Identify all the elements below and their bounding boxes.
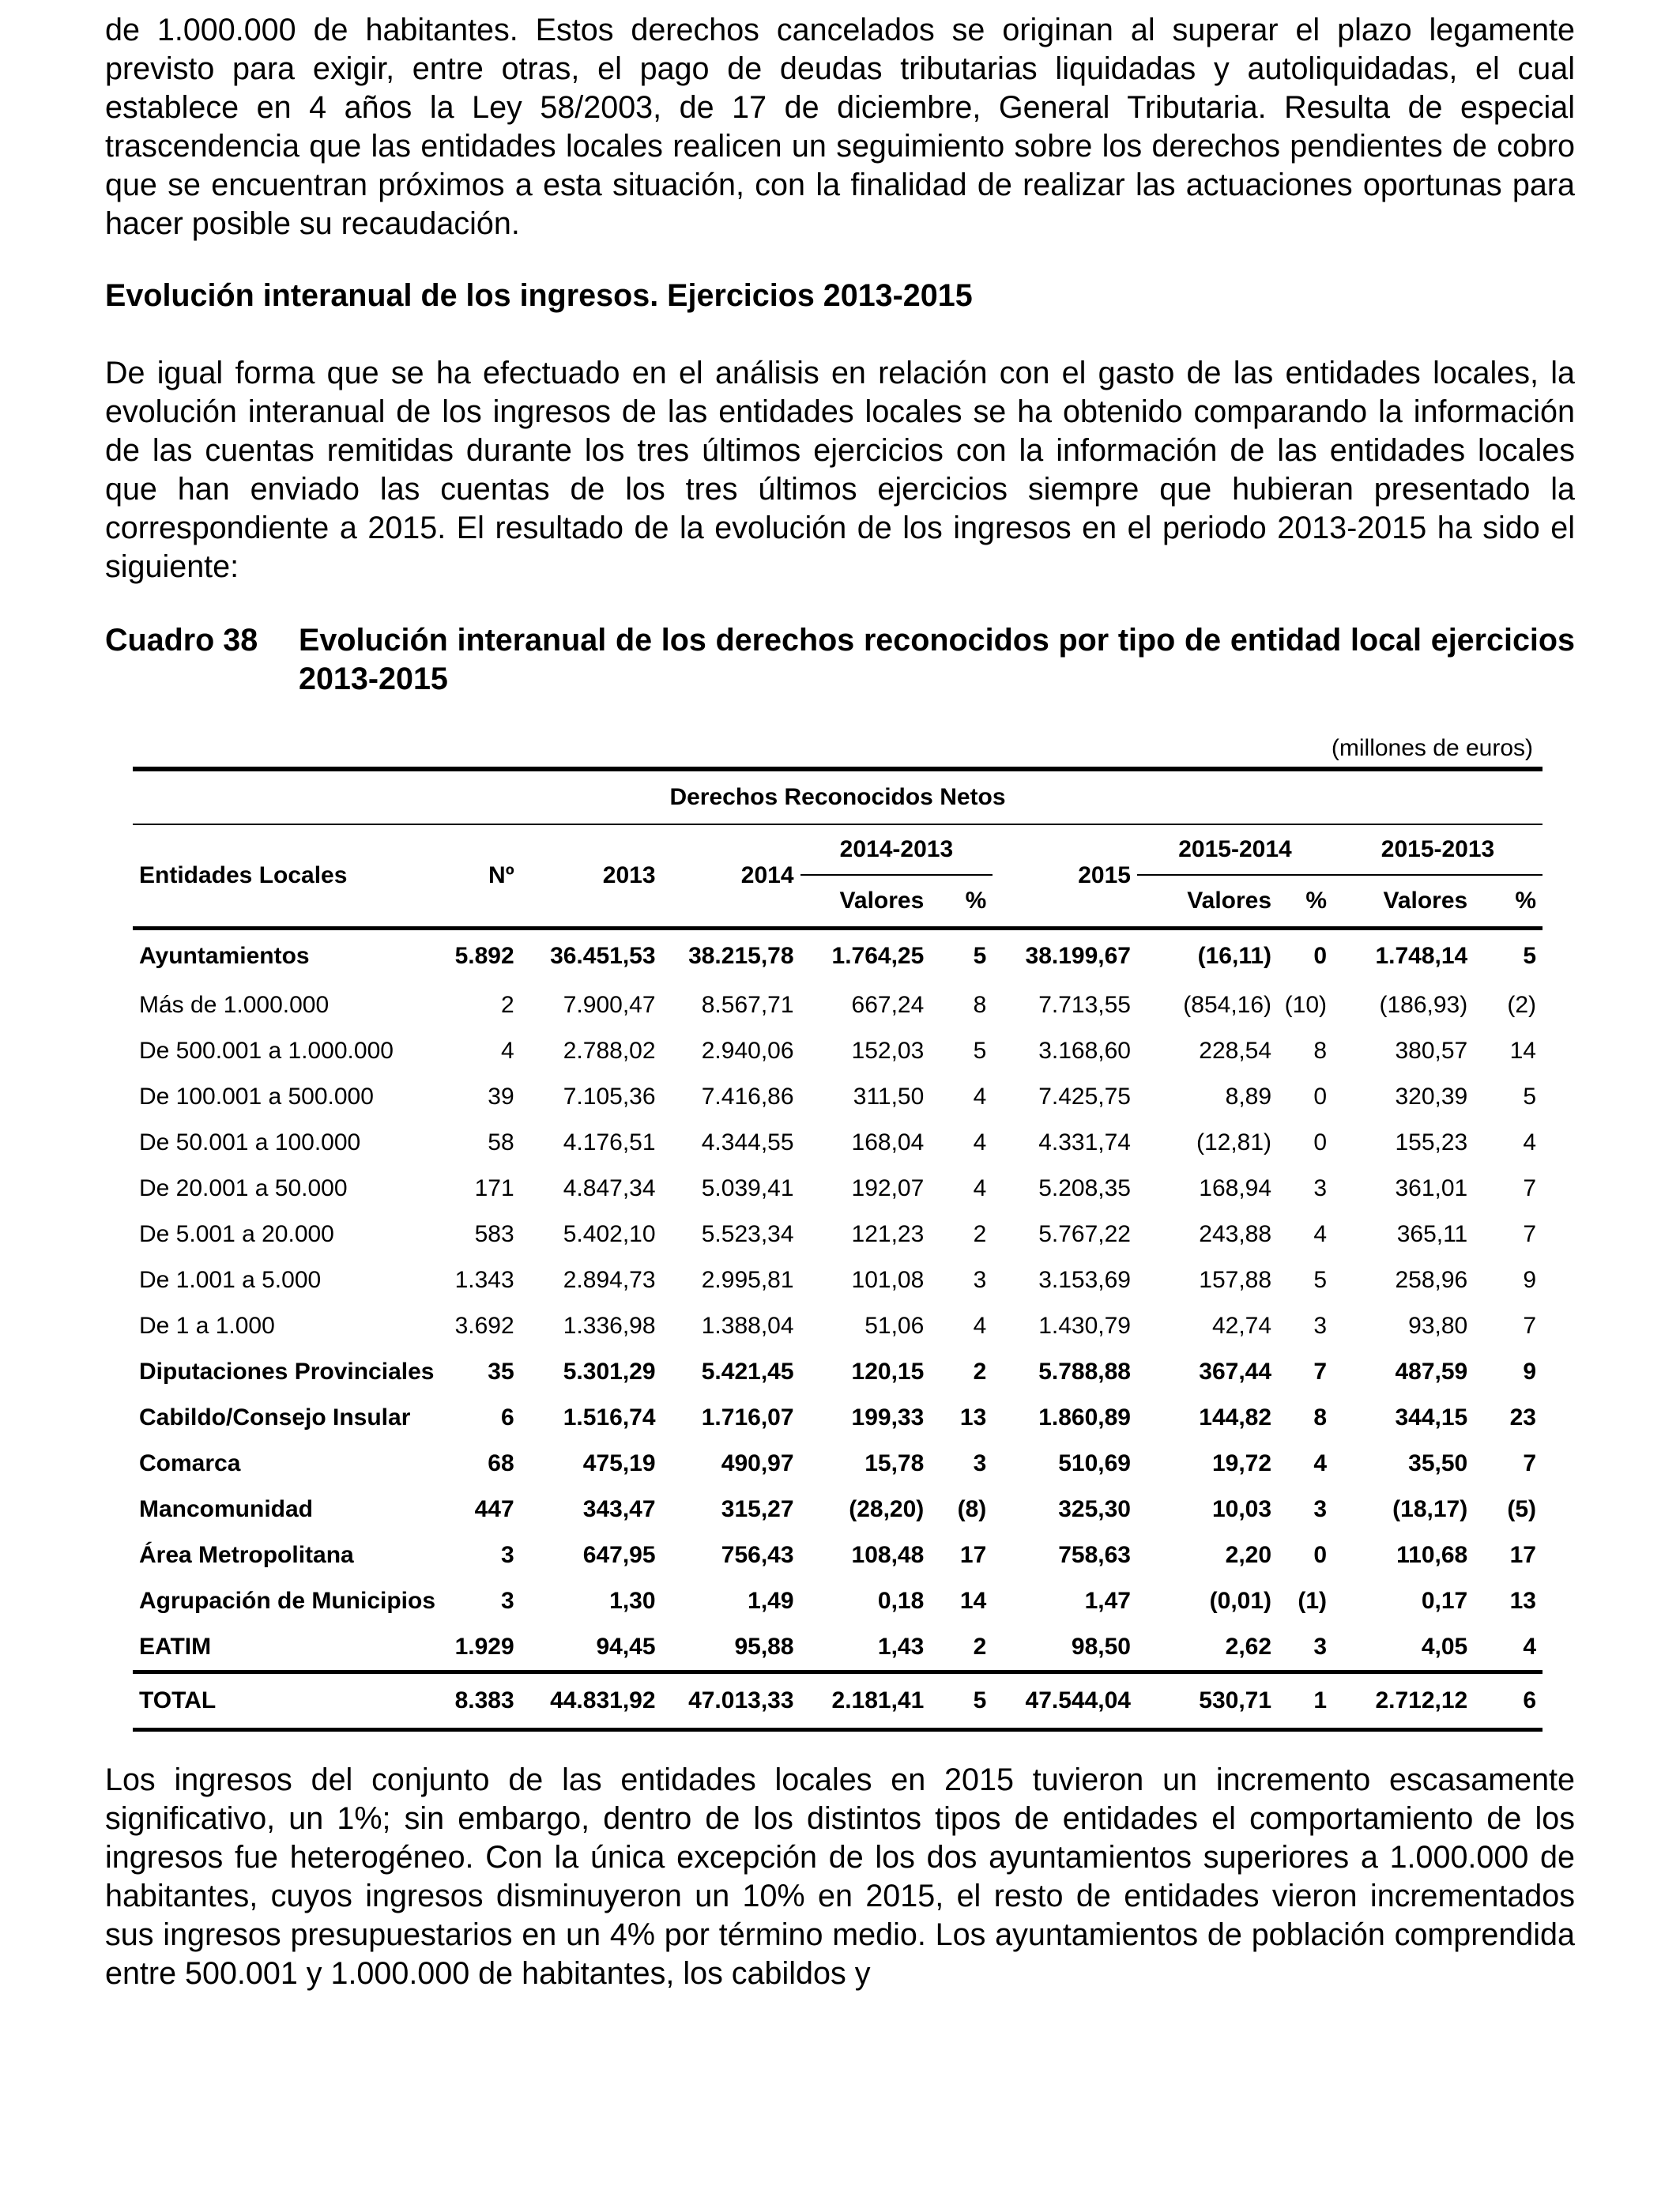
cell-diff-2015-2014: 530,71: [1137, 1672, 1278, 1730]
table-row: [133, 982, 1543, 1028]
cell-number: 5.892: [454, 943, 514, 969]
cell-2014: 95,88: [734, 1634, 794, 1660]
cell-entity: EATIM: [139, 1634, 212, 1660]
cell-diff-2014-2013: 1,43: [877, 1634, 925, 1660]
cell-pct-2014-2013: 14: [959, 1588, 987, 1614]
section-heading: Evolución interanual de los ingresos. Ejercicios 2013-2015: [105, 278, 973, 313]
cell-diff-2015-2013: 155,23: [1395, 1129, 1468, 1155]
cell-2014: 5.523,34: [701, 1221, 794, 1247]
cell-diff-2015-2014: 367,44: [1199, 1359, 1272, 1385]
cell-entity: De 1.001 a 5.000: [139, 1267, 322, 1293]
cell-2015: 98,50: [1071, 1634, 1131, 1660]
cell-entity: Cabildo/Consejo Insular: [139, 1404, 411, 1431]
cell-diff-2015-2013: 380,57: [1395, 1038, 1468, 1064]
cell-diff-2014-2013: 199,33: [851, 1404, 925, 1431]
cell-diff-2015-2013: 0,17: [1421, 1588, 1468, 1614]
cell-2013: 475,19: [582, 1450, 656, 1476]
cell-pct-2015-2013: 5: [1523, 943, 1536, 969]
cell-number: 2: [500, 992, 514, 1018]
cell-2015: 7.425,75: [1038, 1084, 1131, 1110]
cell-diff-2014-2013: 108,48: [851, 1542, 925, 1568]
cell-pct-2015-2013: 4: [1523, 1129, 1536, 1155]
cell-entity: TOTAL: [133, 1672, 442, 1730]
cell-entity: De 5.001 a 20.000: [139, 1221, 334, 1247]
cell-entity: Ayuntamientos: [139, 943, 310, 969]
cell-pct-2015-2014: 0: [1313, 943, 1327, 969]
cell-pct-2015-2014: 7: [1313, 1359, 1327, 1385]
cell-pct-2015-2013: (2): [1507, 992, 1536, 1018]
cell-entity: Diputaciones Provinciales: [139, 1359, 435, 1385]
cell-2013: 7.900,47: [563, 992, 656, 1018]
cell-diff-2015-2013: 110,68: [1396, 1542, 1468, 1568]
cell-2013: 5.402,10: [563, 1221, 656, 1247]
cell-diff-2015-2014: 2,20: [1225, 1542, 1272, 1568]
cell-entity: De 50.001 a 100.000: [139, 1129, 361, 1155]
cell-diff-2014-2013: 101,08: [851, 1267, 925, 1293]
cell-pct-2015-2013: 7: [1523, 1175, 1536, 1201]
col-header-2014: 2014: [662, 824, 800, 929]
cell-diff-2015-2014: 228,54: [1199, 1038, 1272, 1064]
cell-diff-2015-2013: 258,96: [1395, 1267, 1468, 1293]
paragraph-intro: de 1.000.000 de habitantes. Estos derechos cancelados se originan al superar el plazo legamente previsto para exigir, entre otras, el pago de deudas tributarias liquidadas y autoliquidadas, el cual establece en 4 años la Ley 58/2003, de 17 de diciembre, General Tributaria. Resulta de especial trascendencia que las entidades locales realicen un seguimiento sobre los derechos pendientes de cobro que se encuentran próximos a esta situación, con la finalidad de realizar las actuaciones oportunas para hacer posible su recaudación.: [105, 13, 1575, 241]
table-row: [133, 1441, 1543, 1487]
cell-diff-2014-2013: 120,15: [851, 1359, 925, 1385]
cell-pct-2014-2013: 5: [930, 1672, 993, 1730]
col-header-2014-2013: 2014-2013: [800, 824, 993, 875]
col-header-entity: Entidades Locales: [133, 824, 442, 929]
cell-pct-2014-2013: 4: [973, 1129, 987, 1155]
cell-pct-2014-2013: 2: [973, 1634, 987, 1660]
cell-diff-2015-2013: 4,05: [1421, 1634, 1468, 1660]
cell-number: 3: [500, 1542, 514, 1568]
cell-number: 1.929: [454, 1634, 514, 1660]
cell-diff-2015-2014: 168,94: [1199, 1175, 1272, 1201]
cell-entity: Área Metropolitana: [139, 1542, 354, 1568]
cell-pct-2015-2013: 7: [1523, 1450, 1536, 1476]
cell-diff-2015-2013: (186,93): [1379, 992, 1468, 1018]
cell-entity: De 100.001 a 500.000: [139, 1084, 374, 1110]
cell-diff-2015-2014: 42,74: [1211, 1313, 1272, 1339]
cell-pct-2015-2013: 9: [1523, 1359, 1536, 1385]
cell-pct-2014-2013: 2: [973, 1359, 987, 1385]
cell-2013: 4.847,34: [563, 1175, 656, 1201]
cell-pct-2014-2013: (8): [957, 1496, 987, 1522]
cell-2015: 38.199,67: [1025, 943, 1131, 969]
cell-2015: 7.713,55: [1038, 992, 1131, 1018]
cell-pct-2015-2013: 5: [1523, 1084, 1536, 1110]
cell-2015: 3.153,69: [1038, 1267, 1131, 1293]
cell-pct-2014-2013: 13: [959, 1404, 987, 1431]
cell-2015: 5.788,88: [1038, 1359, 1131, 1385]
cell-diff-2014-2013: 0,18: [877, 1588, 925, 1614]
cell-2013: 2.788,02: [563, 1038, 656, 1064]
table-row: [133, 1487, 1543, 1532]
cell-diff-2015-2013: 320,39: [1395, 1084, 1468, 1110]
cell-diff-2014-2013: (28,20): [849, 1496, 925, 1522]
cell-pct-2014-2013: 5: [973, 1038, 987, 1064]
cell-entity: De 500.001 a 1.000.000: [139, 1038, 394, 1064]
cell-pct-2014-2013: 3: [973, 1267, 987, 1293]
cell-pct-2014-2013: 3: [973, 1450, 987, 1476]
cell-number: 58: [488, 1129, 514, 1155]
cell-diff-2015-2013: 93,80: [1408, 1313, 1468, 1339]
cell-2014: 47.013,33: [662, 1672, 800, 1730]
cell-pct-2015-2014: 3: [1313, 1496, 1327, 1522]
cell-pct-2015-2013: 17: [1509, 1542, 1536, 1568]
cell-diff-2015-2014: 2,62: [1225, 1634, 1272, 1660]
cell-diff-2015-2013: (18,17): [1392, 1496, 1468, 1522]
cell-entity: Agrupación de Municipios: [139, 1588, 436, 1614]
cell-diff-2014-2013: 2.181,41: [800, 1672, 931, 1730]
cell-diff-2014-2013: 15,78: [864, 1450, 925, 1476]
cell-2014: 8.567,71: [701, 992, 794, 1018]
cell-2014: 2.940,06: [701, 1038, 794, 1064]
cell-pct-2014-2013: 17: [959, 1542, 987, 1568]
cell-2013: 1.336,98: [563, 1313, 656, 1339]
col-header-valores: Valores: [1137, 875, 1278, 929]
cell-diff-2015-2013: 344,15: [1395, 1404, 1468, 1431]
cell-number: 35: [488, 1359, 514, 1385]
col-header-2015-2014: 2015-2014: [1137, 824, 1333, 875]
cell-pct-2015-2014: 3: [1313, 1175, 1327, 1201]
cell-pct-2015-2014: 0: [1313, 1129, 1327, 1155]
cell-diff-2014-2013: 168,04: [851, 1129, 925, 1155]
table-row: [133, 1349, 1543, 1395]
cell-pct-2014-2013: 8: [973, 992, 987, 1018]
cell-diff-2014-2013: 51,06: [864, 1313, 925, 1339]
cell-pct-2015-2014: (10): [1284, 992, 1327, 1018]
cell-2013: 7.105,36: [563, 1084, 656, 1110]
cell-pct-2014-2013: 4: [973, 1175, 987, 1201]
cell-diff-2015-2014: 10,03: [1211, 1496, 1272, 1522]
cell-pct-2015-2014: 8: [1313, 1404, 1327, 1431]
cell-2014: 38.215,78: [688, 943, 794, 969]
cell-2015: 4.331,74: [1038, 1129, 1131, 1155]
col-header-pct: %: [930, 875, 993, 929]
cell-diff-2014-2013: 152,03: [851, 1038, 925, 1064]
table-row: [133, 929, 1543, 983]
cell-diff-2014-2013: 667,24: [851, 992, 925, 1018]
cell-pct-2015-2013: (5): [1507, 1496, 1536, 1522]
cell-2014: 1,49: [748, 1588, 794, 1614]
cell-entity: Más de 1.000.000: [139, 992, 330, 1018]
table-caption-label: Cuadro 38: [105, 623, 258, 658]
table-units: (millones de euros): [1331, 735, 1533, 761]
cell-pct-2015-2014: 5: [1313, 1267, 1327, 1293]
cell-2015: 3.168,60: [1038, 1038, 1131, 1064]
cell-2013: 5.301,29: [563, 1359, 656, 1385]
cell-pct-2015-2013: 7: [1523, 1221, 1536, 1247]
cell-number: 4: [500, 1038, 514, 1064]
table-total-row: [133, 1672, 1543, 1730]
col-header-valores: Valores: [1333, 875, 1474, 929]
cell-2014: 5.421,45: [701, 1359, 794, 1385]
cell-diff-2015-2014: (854,16): [1183, 992, 1272, 1018]
cell-diff-2015-2013: 1.748,14: [1375, 943, 1468, 969]
cell-2015: 5.767,22: [1038, 1221, 1131, 1247]
cell-diff-2015-2014: (12,81): [1196, 1129, 1272, 1155]
cell-pct-2015-2013: 14: [1509, 1038, 1536, 1064]
cell-2015: 1.430,79: [1038, 1313, 1131, 1339]
cell-diff-2015-2013: 35,50: [1408, 1450, 1468, 1476]
cell-2014: 315,27: [721, 1496, 794, 1522]
table-row: [133, 1532, 1543, 1578]
cell-diff-2014-2013: 121,23: [851, 1221, 925, 1247]
cell-2013: 343,47: [582, 1496, 656, 1522]
cell-entity: De 20.001 a 50.000: [139, 1175, 348, 1201]
cell-2014: 756,43: [721, 1542, 794, 1568]
cell-2013: 4.176,51: [563, 1129, 656, 1155]
cell-2014: 1.388,04: [701, 1313, 794, 1339]
table-body: [133, 929, 1543, 1730]
cell-2015: 510,69: [1058, 1450, 1131, 1476]
cell-2015: 1,47: [1084, 1588, 1131, 1614]
table-row: [133, 1120, 1543, 1166]
cell-2014: 2.995,81: [701, 1267, 794, 1293]
cell-number: 447: [474, 1496, 514, 1522]
cell-pct-2015-2014: (1): [1298, 1588, 1327, 1614]
cell-pct-2015-2013: 9: [1523, 1267, 1536, 1293]
cell-entity: Mancomunidad: [139, 1496, 314, 1522]
cell-pct-2015-2013: 7: [1523, 1313, 1536, 1339]
cell-diff-2015-2014: (16,11): [1197, 943, 1272, 969]
col-header-2015: 2015: [993, 824, 1137, 929]
cell-2014: 490,97: [721, 1450, 794, 1476]
cell-2013: 36.451,53: [550, 943, 656, 969]
table-super-header: Derechos Reconocidos Netos: [133, 769, 1543, 824]
col-header-valores: Valores: [800, 875, 931, 929]
cell-pct-2015-2013: 13: [1509, 1588, 1536, 1614]
cell-number: 6: [500, 1404, 514, 1431]
cell-diff-2015-2014: (0,01): [1209, 1588, 1272, 1614]
cell-pct-2014-2013: 4: [973, 1084, 987, 1110]
cell-pct-2015-2014: 0: [1313, 1542, 1327, 1568]
col-header-2013: 2013: [521, 824, 662, 929]
cell-2013: 1.516,74: [563, 1404, 656, 1431]
cell-number: 39: [488, 1084, 514, 1110]
cell-2014: 7.416,86: [701, 1084, 794, 1110]
table-row: [133, 1028, 1543, 1074]
col-header-pct: %: [1278, 875, 1333, 929]
table-row: [133, 1257, 1543, 1303]
cell-pct-2014-2013: 4: [973, 1313, 987, 1339]
col-header-pct: %: [1474, 875, 1543, 929]
cell-2015: 47.544,04: [993, 1672, 1137, 1730]
cell-2015: 1.860,89: [1038, 1404, 1131, 1431]
cell-diff-2015-2014: 19,72: [1211, 1450, 1272, 1476]
revenue-evolution-table: [133, 767, 1543, 1732]
cell-2015: 758,63: [1058, 1542, 1131, 1568]
cell-diff-2015-2013: 365,11: [1396, 1221, 1468, 1247]
cell-number: 1.343: [454, 1267, 514, 1293]
cell-2015: 5.208,35: [1038, 1175, 1131, 1201]
cell-pct-2015-2014: 8: [1313, 1038, 1327, 1064]
cell-2014: 4.344,55: [701, 1129, 794, 1155]
cell-diff-2015-2013: 361,01: [1395, 1175, 1468, 1201]
cell-diff-2014-2013: 192,07: [851, 1175, 925, 1201]
cell-number: 171: [474, 1175, 514, 1201]
cell-pct-2014-2013: 2: [973, 1221, 987, 1247]
table-row: [133, 1395, 1543, 1441]
cell-2015: 325,30: [1058, 1496, 1131, 1522]
cell-entity: De 1 a 1.000: [139, 1313, 275, 1339]
table-row: [133, 1624, 1543, 1672]
cell-number: 583: [474, 1221, 514, 1247]
cell-2014: 5.039,41: [701, 1175, 794, 1201]
table-row: [133, 1212, 1543, 1257]
cell-pct-2014-2013: 5: [973, 943, 987, 969]
cell-pct-2015-2013: 4: [1523, 1634, 1536, 1660]
cell-2014: 1.716,07: [701, 1404, 794, 1431]
cell-diff-2015-2013: 487,59: [1395, 1359, 1468, 1385]
paragraph-analysis: Los ingresos del conjunto de las entidades locales en 2015 tuvieron un incremento escasamente significativo, un 1%; sin embargo, dentro de los distintos tipos de entidades el comportamiento de los ingresos fue heterogéneo. Con la única excepción de los dos ayuntamientos superiores a 1.000.000 de habitantes, cuyos ingresos disminuyeron un 10% en 2015, el resto de entidades vieron incrementados sus ingresos presupuestarios en un 4% por término medio. Los ayuntamientos de población comprendida entre 500.001 y 1.000.000 de habitantes, los cabildos y: [105, 1762, 1575, 1991]
cell-entity: Comarca: [139, 1450, 241, 1476]
cell-diff-2015-2014: 243,88: [1199, 1221, 1272, 1247]
cell-diff-2015-2014: 144,82: [1199, 1404, 1272, 1431]
col-header-number: Nº: [442, 824, 521, 929]
cell-diff-2015-2014: 8,89: [1225, 1084, 1272, 1110]
cell-2013: 647,95: [582, 1542, 656, 1568]
table-row: [133, 1303, 1543, 1349]
cell-2013: 94,45: [596, 1634, 656, 1660]
cell-number: 3.692: [454, 1313, 514, 1339]
table-caption-title: Evolución interanual de los derechos reconocidos por tipo de entidad local ejercicios 2013-2015: [299, 623, 1575, 696]
cell-number: 8.383: [442, 1672, 521, 1730]
cell-number: 3: [500, 1588, 514, 1614]
paragraph-method: De igual forma que se ha efectuado en el análisis en relación con el gasto de las entidades locales, la evolución interanual de los ingresos de las entidades locales se ha obtenido comparando la información de las cuentas remitidas durante los tres últimos ejercicios con la información de las entidades locales que han enviado las cuentas de los tres últimos ejercicios siempre que hubieran presentado la correspondiente a 2015. El resultado de la evolución de los ingresos en el periodo 2013-2015 ha sido el siguiente:: [105, 356, 1575, 584]
cell-pct-2015-2014: 1: [1278, 1672, 1333, 1730]
cell-diff-2015-2014: 157,88: [1199, 1267, 1272, 1293]
table-row: [133, 1074, 1543, 1120]
cell-diff-2015-2013: 2.712,12: [1333, 1672, 1474, 1730]
cell-number: 68: [488, 1450, 514, 1476]
cell-pct-2015-2013: 6: [1474, 1672, 1543, 1730]
cell-pct-2015-2013: 23: [1509, 1404, 1536, 1431]
cell-diff-2014-2013: 1.764,25: [831, 943, 925, 969]
cell-pct-2015-2014: 3: [1313, 1634, 1327, 1660]
cell-pct-2015-2014: 0: [1313, 1084, 1327, 1110]
cell-pct-2015-2014: 3: [1313, 1313, 1327, 1339]
col-header-2015-2013: 2015-2013: [1333, 824, 1543, 875]
cell-2013: 1,30: [609, 1588, 656, 1614]
cell-2013: 44.831,92: [521, 1672, 662, 1730]
table-row: [133, 1578, 1543, 1624]
cell-pct-2015-2014: 4: [1313, 1450, 1327, 1476]
cell-pct-2015-2014: 4: [1313, 1221, 1327, 1247]
cell-2013: 2.894,73: [563, 1267, 656, 1293]
cell-diff-2014-2013: 311,50: [853, 1084, 925, 1110]
table-row: [133, 1166, 1543, 1212]
